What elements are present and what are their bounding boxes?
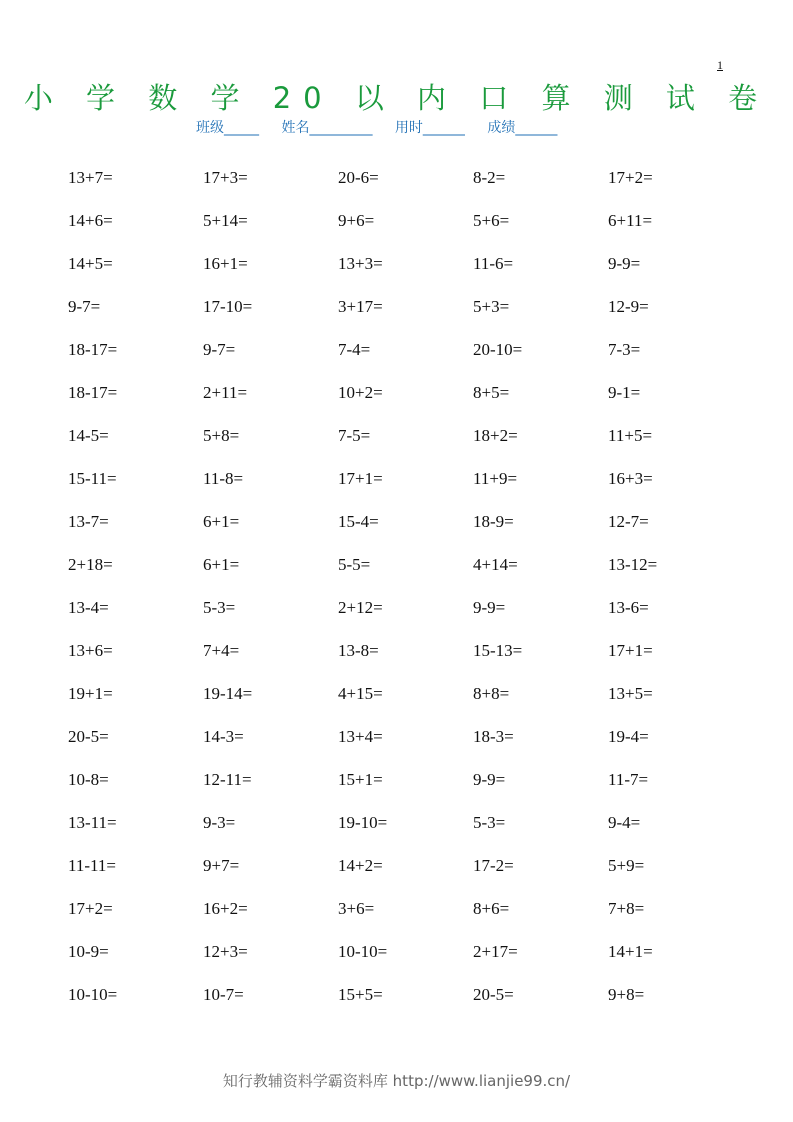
arithmetic-problem: 5-3= (473, 813, 506, 832)
arithmetic-problem: 12+3= (203, 942, 248, 961)
problem-row (68, 469, 748, 512)
arithmetic-problem: 5+6= (473, 211, 510, 230)
arithmetic-problem: 20-5= (473, 985, 514, 1004)
arithmetic-problem: 18-17= (68, 383, 118, 402)
arithmetic-problem: 19-10= (338, 813, 388, 832)
arithmetic-problem: 13+6= (68, 641, 113, 660)
arithmetic-problem: 14-5= (68, 426, 109, 445)
arithmetic-problem: 9-9= (473, 598, 506, 617)
arithmetic-problem: 9-7= (203, 340, 236, 359)
page-number: 1 (717, 58, 723, 72)
arithmetic-problem: 13-12= (608, 555, 658, 574)
arithmetic-problem: 17+1= (338, 469, 383, 488)
arithmetic-problem: 7-5= (338, 426, 371, 445)
arithmetic-problem: 8-2= (473, 168, 506, 187)
arithmetic-problem: 10-7= (203, 985, 244, 1004)
arithmetic-problem: 3+6= (338, 899, 375, 918)
problem-row (68, 641, 748, 684)
arithmetic-problem: 14+6= (68, 211, 113, 230)
arithmetic-problem: 18+2= (473, 426, 518, 445)
arithmetic-problem: 18-3= (473, 727, 514, 746)
arithmetic-problem: 10-10= (338, 942, 388, 961)
arithmetic-problem: 14+5= (68, 254, 113, 273)
arithmetic-problem: 2+17= (473, 942, 518, 961)
arithmetic-problem: 13-4= (68, 598, 109, 617)
arithmetic-problem: 5-3= (203, 598, 236, 617)
name-field: 姓名_________ (281, 120, 373, 136)
arithmetic-problem: 15+1= (338, 770, 383, 789)
arithmetic-problem: 19-4= (608, 727, 649, 746)
arithmetic-problem: 5-5= (338, 555, 371, 574)
problem-row (68, 168, 748, 211)
arithmetic-problem: 8+8= (473, 684, 510, 703)
arithmetic-problem: 13+7= (68, 168, 113, 187)
arithmetic-problem: 16+1= (203, 254, 248, 273)
arithmetic-problem: 16+2= (203, 899, 248, 918)
arithmetic-problem: 5+9= (608, 856, 645, 875)
arithmetic-problem: 13+3= (338, 254, 383, 273)
problem-row (68, 684, 748, 727)
arithmetic-problem: 2+18= (68, 555, 113, 574)
arithmetic-problem: 15-4= (338, 512, 379, 531)
problem-row (68, 813, 748, 856)
arithmetic-problem: 17+1= (608, 641, 653, 660)
arithmetic-problem: 15+5= (338, 985, 383, 1004)
arithmetic-problem: 15-11= (68, 469, 117, 488)
arithmetic-problem: 11-8= (203, 469, 244, 488)
score-field: 成绩______ (487, 120, 558, 136)
arithmetic-problem: 5+3= (473, 297, 510, 316)
arithmetic-problem: 4+15= (338, 684, 383, 703)
student-info-line (196, 117, 575, 137)
problem-row (68, 340, 748, 383)
arithmetic-problem: 12-7= (608, 512, 649, 531)
arithmetic-problem: 19+1= (68, 684, 113, 703)
arithmetic-problem: 5+8= (203, 426, 240, 445)
arithmetic-problem: 17-10= (203, 297, 253, 316)
arithmetic-problem: 2+12= (338, 598, 383, 617)
arithmetic-problem: 3+17= (338, 297, 383, 316)
arithmetic-problem: 17+3= (203, 168, 248, 187)
arithmetic-problem: 9-3= (203, 813, 236, 832)
arithmetic-problem: 10-10= (68, 985, 118, 1004)
arithmetic-problem: 7+4= (203, 641, 240, 660)
problem-grid (68, 168, 748, 1028)
arithmetic-problem: 18-9= (473, 512, 514, 531)
problem-row (68, 727, 748, 770)
arithmetic-problem: 9-7= (68, 297, 101, 316)
arithmetic-problem: 20-5= (68, 727, 109, 746)
problem-row (68, 211, 748, 254)
problem-row (68, 856, 748, 899)
arithmetic-problem: 9+7= (203, 856, 240, 875)
arithmetic-problem: 15-13= (473, 641, 523, 660)
arithmetic-problem: 14+1= (608, 942, 653, 961)
arithmetic-problem: 7+8= (608, 899, 645, 918)
class-field: 班级_____ (196, 120, 259, 136)
arithmetic-problem: 9-9= (608, 254, 641, 273)
problem-row (68, 512, 748, 555)
arithmetic-problem: 6+1= (203, 555, 240, 574)
arithmetic-problem: 20-6= (338, 168, 379, 187)
arithmetic-problem: 6+1= (203, 512, 240, 531)
problem-row (68, 942, 748, 985)
arithmetic-problem: 9-4= (608, 813, 641, 832)
problem-row (68, 555, 748, 598)
arithmetic-problem: 13-7= (68, 512, 109, 531)
arithmetic-problem: 20-10= (473, 340, 523, 359)
arithmetic-problem: 9+8= (608, 985, 645, 1004)
arithmetic-problem: 7-3= (608, 340, 641, 359)
arithmetic-problem: 9-1= (608, 383, 641, 402)
arithmetic-problem: 10-8= (68, 770, 109, 789)
arithmetic-problem: 18-17= (68, 340, 118, 359)
arithmetic-problem: 16+3= (608, 469, 653, 488)
arithmetic-problem: 9-9= (473, 770, 506, 789)
problem-row (68, 426, 748, 469)
page-title: 小 学 数 学 20 以 内 口 算 测 试 卷 (23, 81, 770, 115)
problem-row (68, 598, 748, 641)
arithmetic-problem: 13+5= (608, 684, 653, 703)
arithmetic-problem: 5+14= (203, 211, 248, 230)
footer-source: 知行教辅资料学霸资料库 http://www.lianjie99.cn/ (222, 1072, 571, 1090)
problem-row (68, 770, 748, 813)
arithmetic-problem: 6+11= (608, 211, 653, 230)
arithmetic-problem: 10-9= (68, 942, 109, 961)
arithmetic-problem: 8+6= (473, 899, 510, 918)
arithmetic-problem: 11+5= (608, 426, 653, 445)
problem-row (68, 297, 748, 340)
arithmetic-problem: 12-11= (203, 770, 252, 789)
arithmetic-problem: 4+14= (473, 555, 518, 574)
arithmetic-problem: 9+6= (338, 211, 375, 230)
arithmetic-problem: 10+2= (338, 383, 383, 402)
problem-row (68, 899, 748, 942)
arithmetic-problem: 11-6= (473, 254, 514, 273)
arithmetic-problem: 14+2= (338, 856, 383, 875)
arithmetic-problem: 11+9= (473, 469, 518, 488)
arithmetic-problem: 13+4= (338, 727, 383, 746)
arithmetic-problem: 17-2= (473, 856, 514, 875)
arithmetic-problem: 11-7= (608, 770, 649, 789)
arithmetic-problem: 19-14= (203, 684, 253, 703)
arithmetic-problem: 12-9= (608, 297, 649, 316)
arithmetic-problem: 13-8= (338, 641, 379, 660)
arithmetic-problem: 17+2= (68, 899, 113, 918)
arithmetic-problem: 13-6= (608, 598, 649, 617)
arithmetic-problem: 11-11= (68, 856, 116, 875)
arithmetic-problem: 2+11= (203, 383, 248, 402)
arithmetic-problem: 8+5= (473, 383, 510, 402)
arithmetic-problem: 14-3= (203, 727, 244, 746)
problem-row (68, 985, 748, 1028)
arithmetic-problem: 17+2= (608, 168, 653, 187)
time-used-field: 用时______ (394, 120, 465, 136)
arithmetic-problem: 7-4= (338, 340, 371, 359)
problem-row (68, 383, 748, 426)
arithmetic-problem: 13-11= (68, 813, 117, 832)
problem-row (68, 254, 748, 297)
